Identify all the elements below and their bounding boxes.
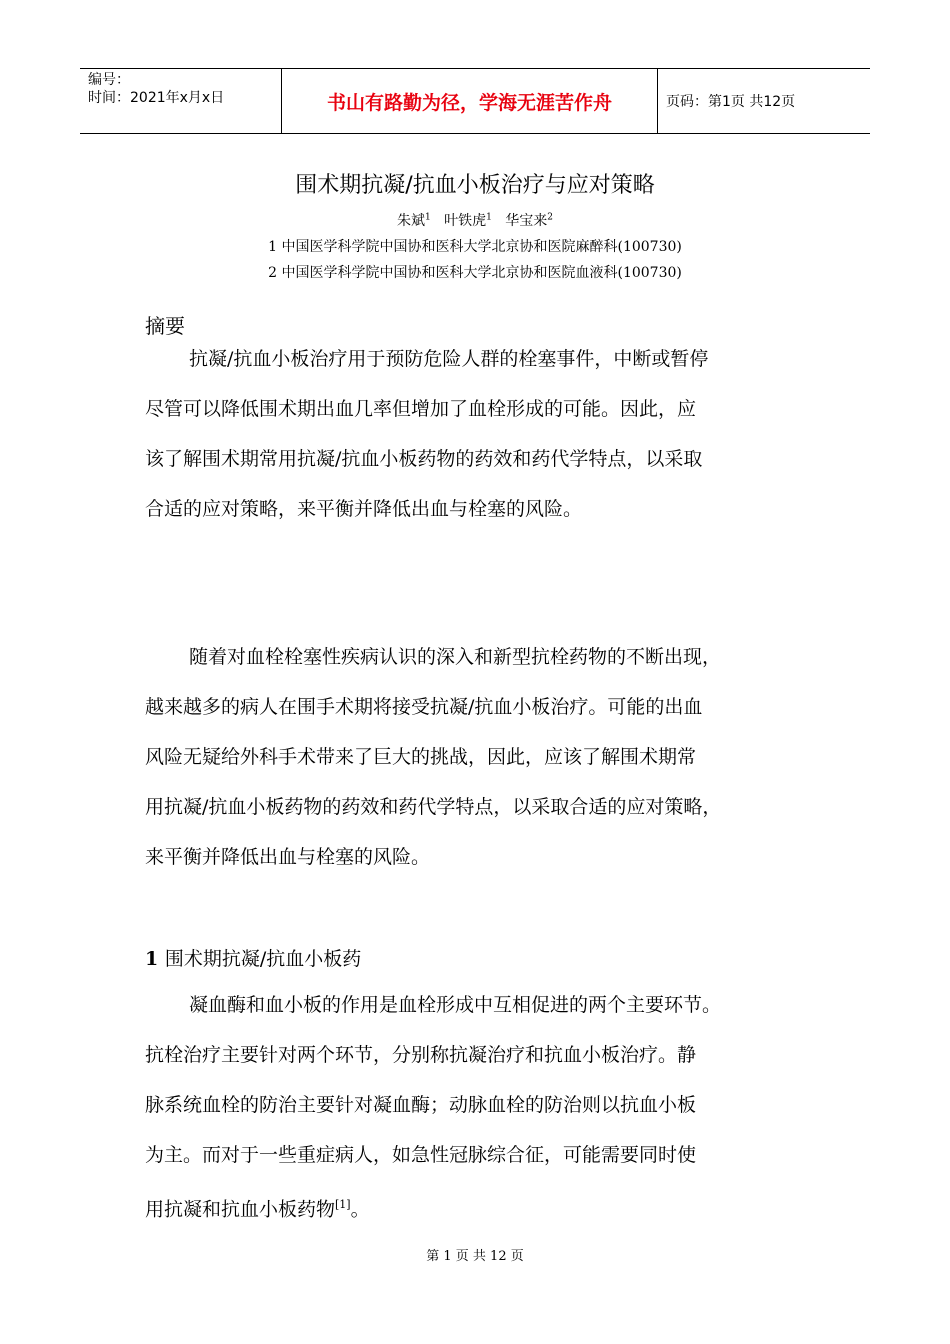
paragraph-line: 用抗凝/抗血小板药物的药效和药代学特点，以采取合适的应对策略，: [145, 796, 722, 818]
header-table: [80, 68, 870, 134]
paragraph-line: 抗凝/抗血小板治疗用于预防危险人群的栓塞事件，中断或暂停: [189, 348, 709, 370]
paragraph-line: 尽管可以降低围术期出血几率但增加了血栓形成的可能。因此，应: [145, 398, 697, 420]
abstract-heading: 摘要: [145, 314, 185, 338]
intro-paragraph: [145, 632, 810, 882]
author-name: 华宝来: [505, 213, 548, 229]
article-title: 围术期抗凝/抗血小板治疗与应对策略: [295, 173, 655, 198]
paragraph-text: 用抗凝和抗血小板药物: [145, 1198, 336, 1221]
section-title: 围术期抗凝/抗血小板药: [164, 948, 362, 970]
author-affiliation-mark: 1: [425, 212, 431, 223]
citation-reference[interactable]: [1]: [335, 1198, 351, 1211]
paragraph-line: 抗栓治疗主要针对两个环节，分别称抗凝治疗和抗血小板治疗。静: [145, 1044, 697, 1066]
paragraph-line: 来平衡并降低出血与栓塞的风险。: [145, 846, 431, 868]
author-name: 朱斌: [397, 213, 426, 229]
author-affiliation-mark: 2: [547, 212, 553, 223]
affiliation-1: 1 中国医学科学院中国协和医科大学北京协和医院麻醉科(100730): [268, 239, 682, 255]
paragraph-line: 为主。而对于一些重症病人，如急性冠脉综合征，可能需要同时使: [145, 1144, 697, 1166]
affiliation-2: 2 中国医学科学院中国协和医科大学北京协和医院血液科(100730): [268, 265, 682, 281]
paragraph-line: 随着对血栓栓塞性疾病认识的深入和新型抗栓药物的不断出现，: [189, 646, 722, 668]
paragraph-line: 合适的应对策略，来平衡并降低出血与栓塞的风险。: [145, 498, 583, 520]
paragraph-line: 脉系统血栓的防治主要针对凝血酶；动脉血栓的防治则以抗血小板: [145, 1094, 697, 1116]
author-name: 叶铁虎: [444, 213, 487, 229]
document-number-label: 编号：: [88, 72, 130, 88]
paragraph-line: 越来越多的病人在围手术期将接受抗凝/抗血小板治疗。可能的出血: [145, 696, 703, 718]
paragraph-line: 风险无疑给外科手术带来了巨大的挑战，因此，应该了解围术期常: [145, 746, 697, 768]
paragraph-line: [145, 1180, 810, 1230]
section-1-heading: [145, 944, 361, 971]
section-number: 1: [145, 948, 159, 970]
document-date-label: 时间：2021年x月x日: [88, 90, 225, 106]
header-motto: 书山有路勤为径，学海无涯苦作舟: [282, 69, 658, 133]
header-meta-cell: [80, 69, 282, 133]
page-footer: 第 1 页 共 12 页: [426, 1249, 524, 1264]
paragraph-line: 凝血酶和血小板的作用是血栓形成中互相促进的两个主要环节。: [189, 994, 722, 1016]
abstract-paragraph: [145, 334, 810, 534]
author-affiliation-mark: 1: [486, 212, 492, 223]
author-list: [0, 210, 950, 230]
section-1-paragraph: [145, 980, 810, 1230]
paragraph-line: 该了解围术期常用抗凝/抗血小板药物的药效和药代学特点，以采取: [145, 448, 703, 470]
paragraph-text: 。: [350, 1198, 370, 1221]
header-page-label: 页码：第1页 共12页: [666, 94, 796, 110]
